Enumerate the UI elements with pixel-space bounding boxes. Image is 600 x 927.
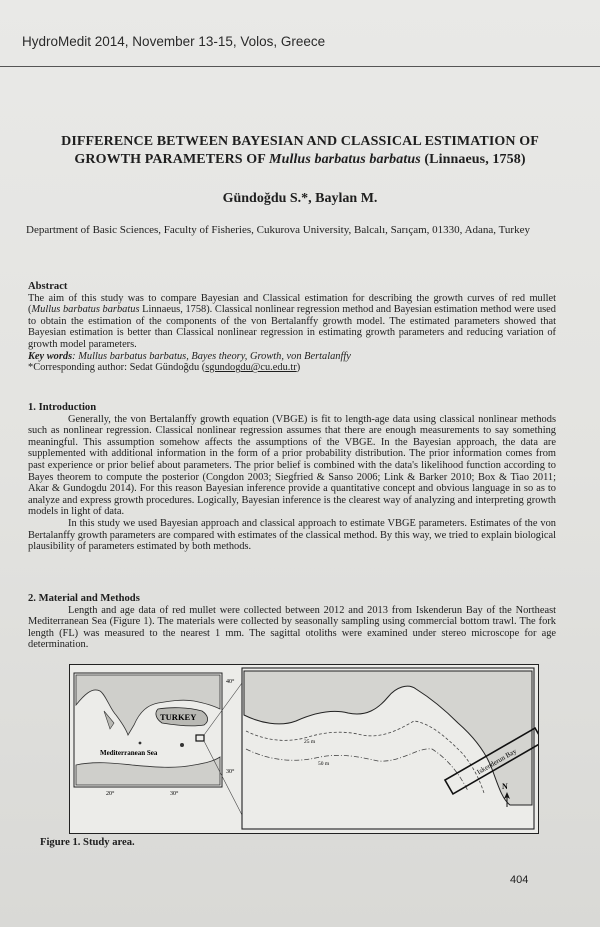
depth-label-50m: 50 m (318, 761, 330, 767)
running-head: HydroMedit 2014, November 13-15, Volos, Greece (22, 34, 326, 49)
abstract-text (28, 293, 556, 351)
abstract-species: Mullus barbatus barbatus (31, 304, 140, 316)
figure-caption: Figure 1. Study area. (40, 837, 135, 848)
affiliation: Department of Basic Sciences, Faculty of Fisheries, Cukurova University, Balcalı, Sarıçam, 01330, Adana, Turkey (26, 224, 530, 236)
label-mediterranean-sea: Mediterranean Sea (100, 749, 158, 757)
methods-paragraph-1: Length and age data of red mullet were collected between 2012 and 2013 from Iskenderun Bay of the Northeast Mediterranean Sea (Figure 1). The materials were collected by seasonally sampling using commercial bottom trawl. The fork length (FL) was measured to the nearest 1 mm. The sagittal otoliths were examined under stereo microscope for age determination. (28, 604, 556, 651)
keywords-list: : Mullus barbatus barbatus, Bayes theory, Growth, von Bertalanffy (72, 350, 351, 362)
paper-title (30, 133, 570, 169)
depth-label-25m: 25 m (304, 739, 316, 745)
italy-outline (104, 711, 114, 729)
title-line-1: DIFFERENCE BETWEEN BAYESIAN AND CLASSICAL ESTIMATION OF (61, 134, 539, 149)
introduction-paragraph-2: In this study we used Bayesian approach and classical approach to estimate VBGE parameters. Estimates of the von Bertalanffy growth parameters are compared with estimates of the classical method. By this way, we tried to explain biological plausibility of parameters estimated by both methods. (28, 517, 556, 553)
lat-label-40: 40° (226, 679, 235, 685)
cyprus-outline (180, 743, 184, 747)
introduction-heading: 1. Introduction (28, 402, 97, 413)
authors: Gündoğdu S.*, Baylan M. (222, 191, 378, 206)
header-rule (0, 66, 600, 67)
corresponding-pre: *Corresponding author: Sedat Gündoğdu ( (28, 362, 206, 374)
abstract-heading: Abstract (28, 281, 68, 292)
bay-coastline (244, 671, 532, 805)
island (139, 742, 142, 745)
corresponding-author (28, 362, 556, 374)
title-line-2 (30, 151, 570, 169)
study-area-map (70, 665, 538, 833)
title-prefix: GROWTH PARAMETERS OF (74, 152, 270, 167)
title-suffix: (Linnaeus, 1758) (420, 152, 526, 167)
north-label: N (502, 782, 508, 791)
abstract-text-post: Linnaeus, 1758). Classical nonlinear regression method and Bayesian estimation method were used to obtain the estimation of the components of the von Bertalanffy growth model. The estimated parameters showed that Bayesian estimation is better than Classical nonlinear regression in estimating growth parameters and reducing variation of growth model parameters. (28, 304, 556, 350)
keywords-label: Key words (28, 350, 73, 362)
lon-label-20: 20° (106, 791, 115, 797)
abstract-text-pre: The aim of this study was to compare Bayesian and Classical estimation for describing the growth curves of red mullet ( (28, 292, 556, 316)
author-email-link[interactable]: sgundogdu@cu.edu.tr (205, 362, 297, 374)
title-species: Mullus barbatus barbatus (269, 152, 421, 167)
lon-label-30: 30° (170, 791, 179, 797)
label-iskenderun-bay: Iskenderun Bay (475, 747, 518, 777)
introduction-paragraph-1: Generally, the von Bertalanffy growth equation (VBGE) is fit to length-age data using classical nonlinear methods such as nonlinear regression. Classical nonlinear regression assumes that there are enough measurements to say something meaningful. This assumption somehow affects the assumptions of the VBGE. In the Bayesian approach, the data are supplemented with additional information in the form of a prior probability distribution. The prior information comes from past experience or prior belief about parameters. The prior belief is combined with the data's likelihood function according to Bayes theorem to compute the posterior (Congdon 2003; Siegfried & Sanso 2006; Link & Barker 2010; Box & Tiao 2011; Akar & Gundogdu 2014). For this reason Bayesian inference provide a quantitative concept and obvious language in so as to analyze and express growth procedures. Logically, Bayesian inference is the clearest way of analyzing and interpreting growth models in light of data. (28, 413, 556, 518)
corresponding-post: ) (296, 362, 301, 374)
keywords (28, 351, 556, 363)
abstract-section (28, 281, 556, 374)
methods-heading: 2. Material and Methods (28, 593, 140, 604)
lat-label-30: 30° (226, 769, 235, 775)
depth-contour-25m (246, 721, 484, 793)
methods-section (28, 593, 556, 651)
depth-contour-50m (246, 749, 468, 791)
study-area-figure (69, 664, 539, 834)
african-coast (76, 757, 220, 785)
study-area-box (196, 735, 204, 741)
label-turkey: TURKEY (160, 712, 197, 722)
page-number: 404 (510, 874, 529, 886)
introduction-section (28, 402, 556, 553)
